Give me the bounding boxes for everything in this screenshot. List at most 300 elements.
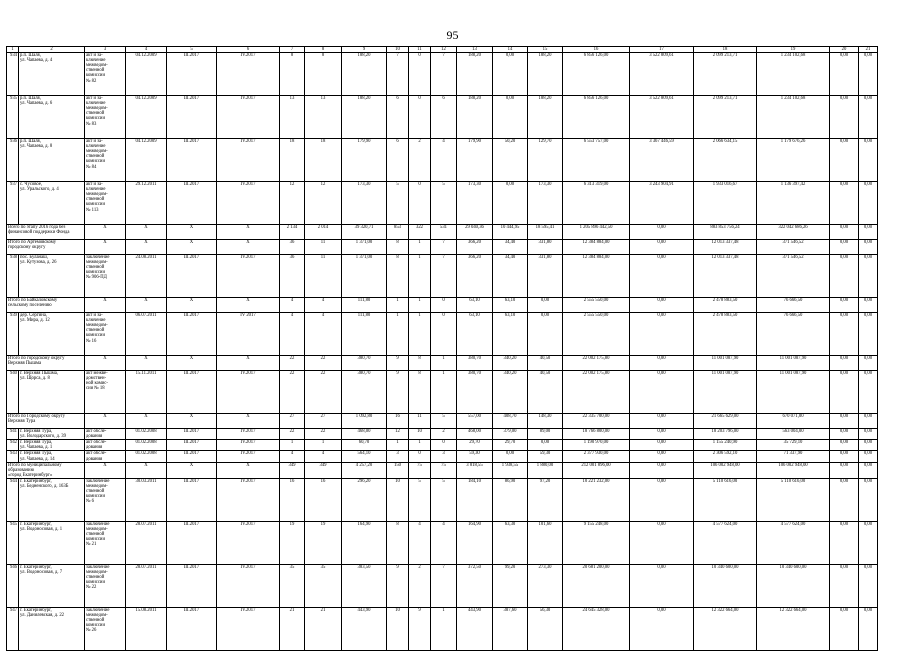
- table-row: [7, 564, 878, 607]
- table-cell: 1: [387, 440, 409, 451]
- table-cell: 9: [342, 47, 387, 53]
- table-cell: X: [85, 240, 126, 255]
- table-cell: 5: [167, 47, 217, 53]
- table-cell: X: [167, 356, 217, 371]
- table-cell: 6 313 319,00: [563, 182, 630, 225]
- table-cell: 5: [431, 182, 457, 225]
- table-cell: 3: [431, 451, 457, 462]
- table-cell: X: [126, 240, 167, 255]
- table-cell: 0,00: [630, 225, 694, 240]
- table-cell: 0,00: [830, 298, 859, 313]
- table-cell: 75: [409, 462, 431, 478]
- table-cell: 379,00: [493, 429, 528, 440]
- table-cell: X: [85, 225, 126, 240]
- table-cell: 0,00: [859, 371, 878, 414]
- table-cell: 27: [280, 414, 305, 429]
- table-cell: 0,00: [630, 429, 694, 440]
- table-cell: 10 340 600,00: [757, 564, 830, 607]
- table-cell: 0,00: [830, 225, 859, 240]
- table-cell: IV.2017: [217, 53, 280, 96]
- table-cell: 04.12.2009: [126, 139, 167, 182]
- table-cell: 0,00: [493, 451, 528, 462]
- table-cell: 11 001 087,90: [757, 371, 830, 414]
- table-cell: 18: [280, 139, 305, 182]
- table-cell: акт обсле- дования: [85, 451, 126, 462]
- table-cell: 212 001 896,00: [563, 462, 630, 478]
- table-cell: 0,00: [630, 564, 694, 607]
- table-cell: 10: [409, 429, 431, 440]
- table-cell: 2 555 550,00: [563, 313, 630, 356]
- table-cell: 0,00: [859, 462, 878, 478]
- table-row: [7, 451, 878, 462]
- table-cell: 943: [7, 451, 19, 462]
- table-cell: 0,00: [859, 313, 878, 356]
- table-cell: 15: [528, 47, 563, 53]
- table-cell: 179,90: [342, 139, 387, 182]
- table-cell: 01.02.2008: [126, 451, 167, 462]
- table-cell: 0,00: [493, 96, 528, 139]
- table-cell: 380,70: [342, 371, 387, 414]
- table-cell: 0,00: [630, 521, 694, 564]
- table-cell: III.2017: [167, 564, 217, 607]
- table-cell: 188,20: [342, 96, 387, 139]
- table-cell: 10 444,95: [493, 225, 528, 240]
- table-cell: 1: [431, 607, 457, 650]
- table-cell: 331,80: [528, 255, 563, 298]
- table-cell: IV 2017: [217, 313, 280, 356]
- table-cell: 10 340 600,00: [694, 564, 757, 607]
- table-cell: 16: [563, 47, 630, 53]
- table-cell: г. Верхняя Тура, ул. Володарского, д. 39: [19, 429, 85, 440]
- table-cell: X: [217, 298, 280, 313]
- table-cell: X: [126, 462, 167, 478]
- table-cell: 188,20: [528, 96, 563, 139]
- table-cell: 3 522 809,61: [630, 53, 694, 96]
- table-cell: III.2017: [167, 255, 217, 298]
- table-cell: 0,00: [830, 521, 859, 564]
- table-cell: 1 933 016,67: [694, 182, 757, 225]
- table-cell: 1 179 676,26: [757, 139, 830, 182]
- table-cell: акт и за- ключение межведом- ственной комиссии № 16: [85, 313, 126, 356]
- table-cell: г. Верхняя Пышма, ул. Щорса, д. 8: [19, 371, 85, 414]
- table-cell: заключение межведом- ственной комиссии № 26: [85, 607, 126, 650]
- table-cell: 9: [387, 564, 409, 607]
- table-cell: 3: [387, 451, 409, 462]
- table-row: [7, 607, 878, 650]
- table-cell: 4: [431, 521, 457, 564]
- table-cell: 6 553 757,00: [563, 139, 630, 182]
- table-cell: 6: [387, 96, 409, 139]
- table-cell: 21: [305, 607, 342, 650]
- table-cell: 6 856 126,00: [563, 96, 630, 139]
- table-cell: 4: [126, 47, 167, 53]
- table-cell: акт и за- ключение межведом- ственной комиссии № 113: [85, 182, 126, 225]
- table-cell: 0,00: [830, 440, 859, 451]
- table-cell: 12 322 664,00: [757, 607, 830, 650]
- table-cell: 19: [305, 521, 342, 564]
- table-cell: 12 013 337,48: [694, 255, 757, 298]
- table-cell: 22: [280, 429, 305, 440]
- table-cell: 0,00: [630, 478, 694, 521]
- table-cell: X: [167, 240, 217, 255]
- table-cell: 17: [630, 47, 694, 53]
- table-cell: 1: [409, 313, 431, 356]
- table-cell: 106 002 948,00: [694, 462, 757, 478]
- table-cell: 04.12.2009: [126, 96, 167, 139]
- table-cell: 22: [280, 356, 305, 371]
- table-cell: 2: [19, 47, 85, 53]
- table-cell: IV.2017: [217, 440, 280, 451]
- table-cell: 2 099 213,71: [694, 53, 757, 96]
- table-cell: 331,80: [528, 240, 563, 255]
- table-cell: 0,00: [859, 139, 878, 182]
- table-cell: 941: [7, 429, 19, 440]
- table-cell: 56,30: [528, 607, 563, 650]
- table-cell: 340,20: [493, 371, 528, 414]
- table-cell: 0,00: [859, 182, 878, 225]
- table-cell: 1 880,00: [528, 462, 563, 478]
- table-cell: 12 013 337,48: [694, 240, 757, 255]
- table-cell: 101,60: [528, 521, 563, 564]
- table-cell: 3 243 904,91: [630, 182, 694, 225]
- table-cell: 0,00: [630, 607, 694, 650]
- table-cell: 853: [387, 225, 409, 240]
- table-cell: X: [217, 462, 280, 478]
- table-cell: 18 203 796,00: [694, 429, 757, 440]
- table-cell: 0,00: [859, 564, 878, 607]
- table-cell: 01.02.2008: [126, 429, 167, 440]
- table-cell: 946: [7, 564, 19, 607]
- table-cell: 387,60: [493, 607, 528, 650]
- table-cell: 0,00: [630, 298, 694, 313]
- table-cell: 29,70: [493, 440, 528, 451]
- table-cell: X: [167, 298, 217, 313]
- table-cell: 557,00: [457, 414, 493, 429]
- table-cell: 06.07.2011: [126, 313, 167, 356]
- table-cell: 22: [280, 371, 305, 414]
- table-cell: 883 853 756,24: [694, 225, 757, 240]
- table-cell: X: [217, 414, 280, 429]
- table-cell: X: [85, 356, 126, 371]
- table-cell: 4: [305, 298, 342, 313]
- table-cell: 408,70: [493, 414, 528, 429]
- table-cell: 173,30: [528, 182, 563, 225]
- table-cell: 173,30: [342, 182, 387, 225]
- table-cell: 7: [431, 564, 457, 607]
- table-cell: 12: [280, 182, 305, 225]
- table-cell: 1 371,00: [342, 255, 387, 298]
- table-cell: X: [126, 414, 167, 429]
- table-cell: 8: [305, 53, 342, 96]
- table-cell: 7: [431, 255, 457, 298]
- table-cell: 0,00: [859, 298, 878, 313]
- table-cell: 29.12.2011: [126, 182, 167, 225]
- table-cell: 942: [7, 440, 19, 451]
- table-cell: 22 335 700,00: [563, 414, 630, 429]
- table-cell: 148,30: [528, 414, 563, 429]
- table-cell: IV.2017: [217, 255, 280, 298]
- table-cell: 0,00: [859, 440, 878, 451]
- table-cell: дер. Сергина, ул. Мира, д. 12: [19, 313, 85, 356]
- table-cell: 1 136 397,42: [757, 182, 830, 225]
- table-cell: 322 042 686,26: [757, 225, 830, 240]
- table-cell: 9: [387, 356, 409, 371]
- table-row: [7, 53, 878, 96]
- table-cell: 6: [431, 96, 457, 139]
- table-cell: 1: [387, 313, 409, 356]
- table-cell: X: [85, 298, 126, 313]
- table-cell: 99,20: [493, 564, 528, 607]
- table-cell: 184,10: [457, 478, 493, 521]
- table-cell: 383,50: [342, 564, 387, 607]
- table-cell: 0,00: [830, 182, 859, 225]
- table-cell: 2 014: [305, 225, 342, 240]
- table-cell: 0,00: [859, 451, 878, 462]
- table-cell: 86,90: [493, 478, 528, 521]
- table-cell: X: [126, 356, 167, 371]
- table-cell: 0,00: [859, 478, 878, 521]
- table-cell: заключение межведом- ственной комиссии № 22: [85, 564, 126, 607]
- table-cell: 0,00: [859, 429, 878, 440]
- table-cell: 12 384 884,00: [563, 255, 630, 298]
- subtotal-row: [7, 225, 878, 240]
- table-cell: 9: [387, 371, 409, 414]
- table-cell: X: [167, 414, 217, 429]
- table-cell: 0,00: [830, 564, 859, 607]
- table-cell: 0,00: [830, 451, 859, 462]
- table-cell: 22: [305, 371, 342, 414]
- table-cell: 0,00: [830, 240, 859, 255]
- table-cell: 0,00: [630, 255, 694, 298]
- table-cell: 15.11.2011: [126, 371, 167, 414]
- table-cell: 7: [387, 53, 409, 96]
- table-cell: 0,00: [830, 356, 859, 371]
- table-cell: 0,00: [859, 225, 878, 240]
- table-cell: 13: [280, 96, 305, 139]
- table-cell: Итого по Городскому округу Верхняя Тура: [7, 414, 85, 429]
- table-cell: 5 110 616,00: [757, 478, 830, 521]
- table-cell: 2 099 213,71: [694, 96, 757, 139]
- table-cell: пос. Буланаш, ул. Кутузова, д. 26: [19, 255, 85, 298]
- table-cell: 164,90: [457, 521, 493, 564]
- table-row: [7, 478, 878, 521]
- table-cell: 30.03.2011: [126, 478, 167, 521]
- table-cell: 20 681 200,00: [563, 564, 630, 607]
- table-cell: X: [126, 298, 167, 313]
- table-cell: 20: [830, 47, 859, 53]
- table-cell: 380,70: [457, 356, 493, 371]
- table-cell: р.п. Шаля, ул. Чапаева, д. 8: [19, 139, 85, 182]
- table-cell: 97,20: [528, 478, 563, 521]
- table-cell: 4: [305, 451, 342, 462]
- table-cell: 2 478 883,50: [694, 313, 757, 356]
- table-cell: 0,00: [528, 440, 563, 451]
- table-cell: 34,40: [493, 255, 528, 298]
- table-cell: г. Верхняя Тура, ул. Чапаева, д. 14: [19, 451, 85, 462]
- table-cell: Итого по муниципальному образованию «город Екатеринбург»: [7, 462, 85, 478]
- table-cell: 0,00: [493, 182, 528, 225]
- table-cell: заключение межведом- ственной комиссии № 906-ПД: [85, 255, 126, 298]
- table-cell: 12 384 884,00: [563, 240, 630, 255]
- table-cell: 0,00: [630, 356, 694, 371]
- table-cell: 0,00: [830, 53, 859, 96]
- table-cell: 0,00: [630, 451, 694, 462]
- table-cell: акт и за- ключение межведом- ственной комиссии № 83: [85, 96, 126, 139]
- table-cell: 129,70: [528, 139, 563, 182]
- table-cell: 1: [431, 371, 457, 414]
- table-cell: 0,00: [630, 462, 694, 478]
- table-cell: 935: [7, 96, 19, 139]
- table-cell: 21: [280, 607, 305, 650]
- table-cell: 10: [387, 607, 409, 650]
- table-cell: 3 818,55: [457, 462, 493, 478]
- table-cell: 5: [431, 414, 457, 429]
- table-cell: 22: [305, 356, 342, 371]
- table-cell: IV.2017: [217, 478, 280, 521]
- table-cell: 2 306 592,10: [694, 451, 757, 462]
- table-cell: III.2017: [167, 478, 217, 521]
- table-cell: акт межве- домствен- ной комис- сии № 18: [85, 371, 126, 414]
- table-cell: IV.2017: [217, 521, 280, 564]
- table-cell: 670 071,00: [757, 414, 830, 429]
- table-cell: 50,20: [493, 139, 528, 182]
- table-cell: 1: [409, 298, 431, 313]
- table-cell: 6: [217, 47, 280, 53]
- table-cell: IV.2017: [217, 451, 280, 462]
- table-cell: 18: [305, 139, 342, 182]
- table-cell: 0,00: [859, 53, 878, 96]
- table-cell: X: [217, 225, 280, 240]
- table-cell: IV.2017: [217, 429, 280, 440]
- table-cell: Итого по Артемовскому городскому округу: [7, 240, 85, 255]
- table-cell: 89,00: [528, 429, 563, 440]
- table-cell: 939: [7, 313, 19, 356]
- table-cell: 13: [305, 96, 342, 139]
- table-cell: 188,20: [457, 53, 493, 96]
- table-cell: 111,80: [342, 298, 387, 313]
- table-cell: 63,10: [493, 298, 528, 313]
- table-cell: 1: [280, 440, 305, 451]
- table-cell: III.2017: [167, 440, 217, 451]
- table-cell: 22 002 175,80: [563, 371, 630, 414]
- table-cell: 59,30: [457, 451, 493, 462]
- page-number: 95: [446, 28, 459, 42]
- table-cell: 11 001 087,90: [694, 371, 757, 414]
- table-cell: 22: [305, 429, 342, 440]
- table-cell: акт обсле- дования: [85, 440, 126, 451]
- table-cell: 8: [387, 521, 409, 564]
- table-cell: 16: [280, 478, 305, 521]
- table-cell: г. Екатеринбург, ул. Бедненского, д. 163Б: [19, 478, 85, 521]
- table-cell: 4: [280, 313, 305, 356]
- table-cell: 2 555 550,00: [563, 298, 630, 313]
- table-cell: 0,00: [830, 478, 859, 521]
- table-cell: 4 577 624,00: [694, 521, 757, 564]
- table-cell: 173,30: [457, 182, 493, 225]
- table-cell: III.2017: [167, 96, 217, 139]
- table-row: [7, 313, 878, 356]
- table-cell: 2 066 634,15: [694, 139, 757, 182]
- table-cell: 4: [280, 451, 305, 462]
- table-cell: III.2017: [167, 53, 217, 96]
- table-cell: 1 234 102,68: [757, 96, 830, 139]
- table-cell: IV.2017: [217, 139, 280, 182]
- table-cell: 0,00: [630, 440, 694, 451]
- table-cell: 7: [280, 47, 305, 53]
- table-cell: 0,00: [859, 414, 878, 429]
- table-cell: 296,20: [342, 478, 387, 521]
- table-cell: 10: [387, 478, 409, 521]
- table-cell: 1 092,80: [342, 414, 387, 429]
- table-cell: 1: [431, 356, 457, 371]
- table-cell: 18 766 800,00: [563, 429, 630, 440]
- table-cell: III.2017: [167, 371, 217, 414]
- table-cell: 1: [387, 298, 409, 313]
- table-cell: 944: [7, 478, 19, 521]
- table-cell: г. Екатеринбург, ул. Водоносовая, д. 7: [19, 564, 85, 607]
- table-cell: 188,20: [457, 96, 493, 139]
- table-cell: 36: [280, 255, 305, 298]
- table-cell: акт и за- ключение межведом- ственной комиссии № 84: [85, 139, 126, 182]
- subtotal-row: [7, 414, 878, 429]
- table-cell: 1 190 970,00: [563, 440, 630, 451]
- table-cell: 24.08.2011: [126, 255, 167, 298]
- table-cell: 29,70: [457, 440, 493, 451]
- table-cell: 63,30: [493, 521, 528, 564]
- table-cell: 0,00: [859, 240, 878, 255]
- table-cell: Всего по этапу 2016 года без финансовой поддержки Фонда: [7, 225, 85, 240]
- table-cell: 18: [694, 47, 757, 53]
- table-cell: 380,70: [457, 371, 493, 414]
- table-cell: 35: [280, 564, 305, 607]
- table-cell: 443,90: [342, 607, 387, 650]
- table-cell: IV.2017: [217, 607, 280, 650]
- subtotal-row: [7, 462, 878, 478]
- table-cell: 322: [409, 225, 431, 240]
- housing-register-table: [6, 46, 878, 651]
- table-cell: 16: [387, 414, 409, 429]
- table-row: [7, 429, 878, 440]
- table-row: [7, 182, 878, 225]
- table-cell: 0,00: [830, 429, 859, 440]
- table-cell: III.2017: [167, 429, 217, 440]
- table-cell: 04.12.2009: [126, 53, 167, 96]
- table-cell: III.2017: [167, 139, 217, 182]
- table-cell: 0,00: [830, 462, 859, 478]
- table-cell: 28.07.2011: [126, 564, 167, 607]
- table-cell: г. Верхняя Тура, ул. Чапаева, д. 1: [19, 440, 85, 451]
- table-cell: 10 221 232,00: [563, 478, 630, 521]
- table-cell: IV.2017: [217, 371, 280, 414]
- table-cell: акт обсле- дования: [85, 429, 126, 440]
- table-cell: 6: [387, 139, 409, 182]
- table-cell: 15.08.2011: [126, 607, 167, 650]
- table-cell: 3: [85, 47, 126, 53]
- table-cell: 1: [409, 255, 431, 298]
- table-cell: 2: [409, 139, 431, 182]
- table-cell: 273,30: [528, 564, 563, 607]
- table-cell: 11 001 087,90: [757, 356, 830, 371]
- table-cell: 945: [7, 521, 19, 564]
- table-cell: 11 001 087,90: [694, 356, 757, 371]
- table-cell: Итого по Байкаловскому сельскому поселению: [7, 298, 85, 313]
- table-cell: 0,00: [830, 96, 859, 139]
- table-cell: 4 577 624,00: [757, 521, 830, 564]
- table-cell: 75: [431, 462, 457, 478]
- table-cell: 349: [280, 462, 305, 478]
- table-cell: 29 040,36: [457, 225, 493, 240]
- table-cell: 5: [387, 182, 409, 225]
